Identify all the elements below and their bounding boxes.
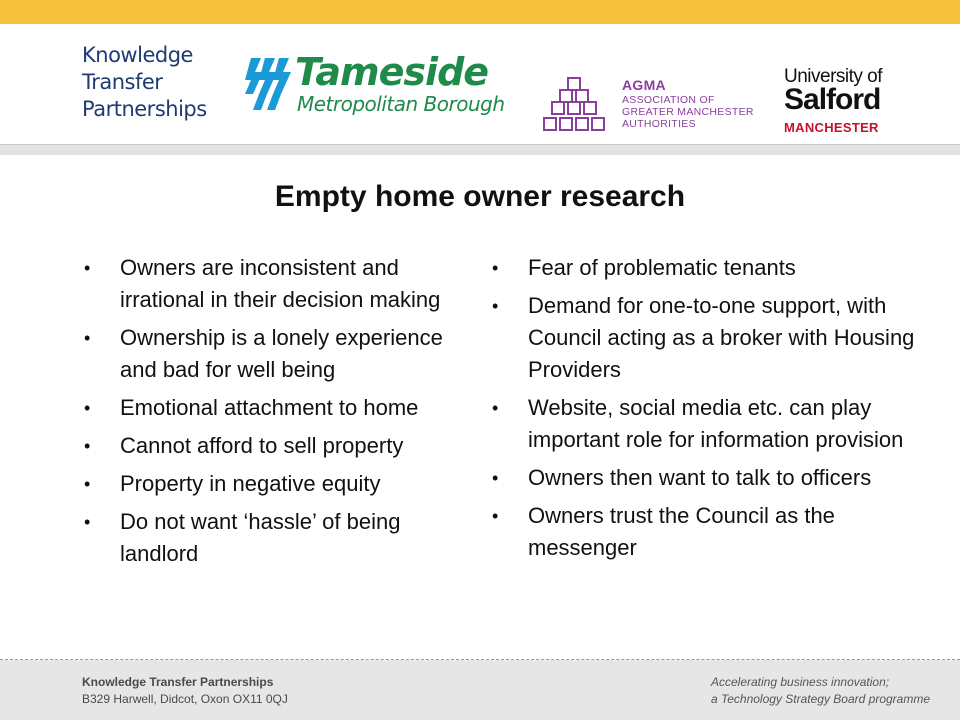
ktp-logo-line2: Transfer [82, 70, 163, 94]
salford-logo-line3: MANCHESTER [784, 120, 879, 135]
bullet-item: • Do not want ‘hassle’ of being landlord [80, 506, 475, 570]
tameside-logo [245, 50, 525, 134]
bullet-item: • Website, social media etc. can play important role for information provision [488, 392, 948, 456]
ktp-logo [82, 42, 207, 123]
tameside-name: Tameside [295, 50, 489, 94]
bullet-item: • Owners are inconsistent and irrational in their decision making [80, 252, 475, 316]
top-accent-bar [0, 0, 960, 24]
agma-cubes-icon [540, 74, 616, 136]
salford-logo-line1: University of [784, 66, 883, 87]
agma-subtitle [622, 94, 754, 130]
bullet-item: • Owners then want to talk to officers [488, 462, 948, 494]
header-grey-band [0, 145, 960, 155]
footer-org-name: Knowledge Transfer Partnerships [82, 675, 274, 689]
agma-subtitle-line1: ASSOCIATION OF [622, 94, 715, 106]
bullet-item: • Cannot afford to sell property [80, 430, 475, 462]
agma-subtitle-line3: AUTHORITIES [622, 118, 696, 130]
footer-tagline-line1: Accelerating business innovation; [710, 675, 890, 689]
salford-logo [784, 66, 904, 146]
slide-title: Empty home owner research [274, 180, 686, 213]
tameside-subtitle: Metropolitan Borough [297, 92, 505, 116]
bullet-item: • Emotional attachment to home [80, 392, 475, 424]
left-bullet-list [80, 252, 475, 576]
bullet-item: • Fear of problematic tenants [488, 252, 948, 284]
agma-name: AGMA [622, 77, 666, 93]
footer-tagline-block [711, 674, 930, 708]
ktp-logo-line3: Partnerships [82, 97, 207, 121]
logo-header [0, 24, 960, 145]
footer [0, 660, 960, 720]
right-bullet-list [488, 252, 948, 570]
footer-address: B329 Harwell, Didcot, Oxon OX11 0QJ [82, 692, 288, 706]
bullet-item: • Owners trust the Council as the messenger [488, 500, 948, 564]
agma-logo [540, 74, 780, 144]
agma-subtitle-line2: GREATER MANCHESTER [622, 106, 754, 118]
bullet-item: • Ownership is a lonely experience and bad for well being [80, 322, 475, 386]
salford-logo-line2: Salford [784, 83, 881, 116]
bullet-item: • Property in negative equity [80, 468, 475, 500]
footer-tagline-line2: a Technology Strategy Board programme [710, 692, 930, 706]
bullet-item: • Demand for one-to-one support, with Council acting as a broker with Housing Providers [488, 290, 948, 386]
footer-address-block [82, 674, 288, 708]
ktp-logo-line1: Knowledge [82, 43, 193, 67]
tameside-wave-icon [245, 54, 297, 114]
